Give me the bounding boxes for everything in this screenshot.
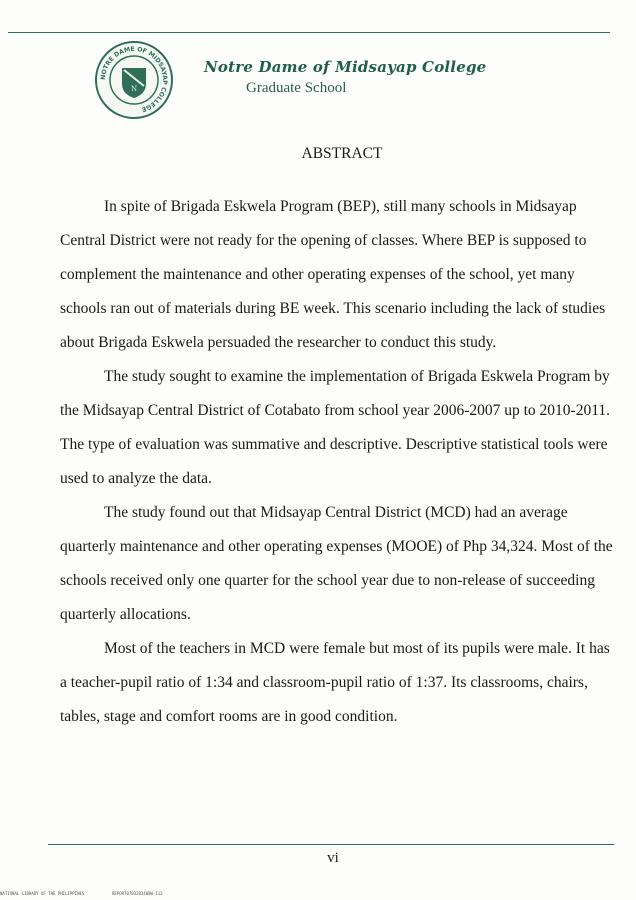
page-title: ABSTRACT <box>301 145 383 162</box>
svg-text:N: N <box>130 85 138 93</box>
header-rule <box>8 32 610 33</box>
college-seal-logo <box>94 40 174 120</box>
abstract-body <box>60 190 620 734</box>
document-code: REPORT0703201408W-112 <box>112 891 163 896</box>
svg-text:NOTRE DAME OF MIDSAYAP COLLEGE: NOTRE DAME OF MIDSAYAP COLLEGE <box>99 45 169 113</box>
college-name: Notre Dame of Midsayap College <box>204 58 487 76</box>
footer-rule <box>48 844 614 845</box>
paragraph: Most of the teachers in MCD were female but most of its pupils were male. It has a teacher-pupil ratio of 1:34 and classroom-pupil ratio of 1:37. Its classrooms, chairs, tables, stage and comfort rooms are in good condition. <box>60 640 610 725</box>
school-name: Graduate School <box>246 80 347 96</box>
paragraph: The study found out that Midsayap Central District (MCD) had an average quarterly maintenance and other operating expenses (MOOE) of Php 34,324. Most of the schools received only one quarter for the school year due to non-release of succeeding quarterly allocations. <box>60 504 613 623</box>
paragraph: In spite of Brigada Eskwela Program (BEP), still many schools in Midsayap Central District were not ready for the opening of classes. Where BEP is supposed to complement the maintenance and other operating expenses of the school, yet many schools ran out of materials during BE week. This scenario including the lack of studies about Brigada Eskwela persuaded the researcher to conduct this study. <box>60 198 606 351</box>
library-name: NATIONAL LIBRARY OF THE PHILIPPINES <box>0 891 85 896</box>
paragraph: The study sought to examine the implementation of Brigada Eskwela Program by the Midsayap Central District of Cotabato from school year 2006-2007 up to 2010-2011. The type of evaluation was summative and descriptive. Descriptive statistical tools were used to analyze the data. <box>60 368 611 487</box>
page-number: vi <box>327 850 339 866</box>
